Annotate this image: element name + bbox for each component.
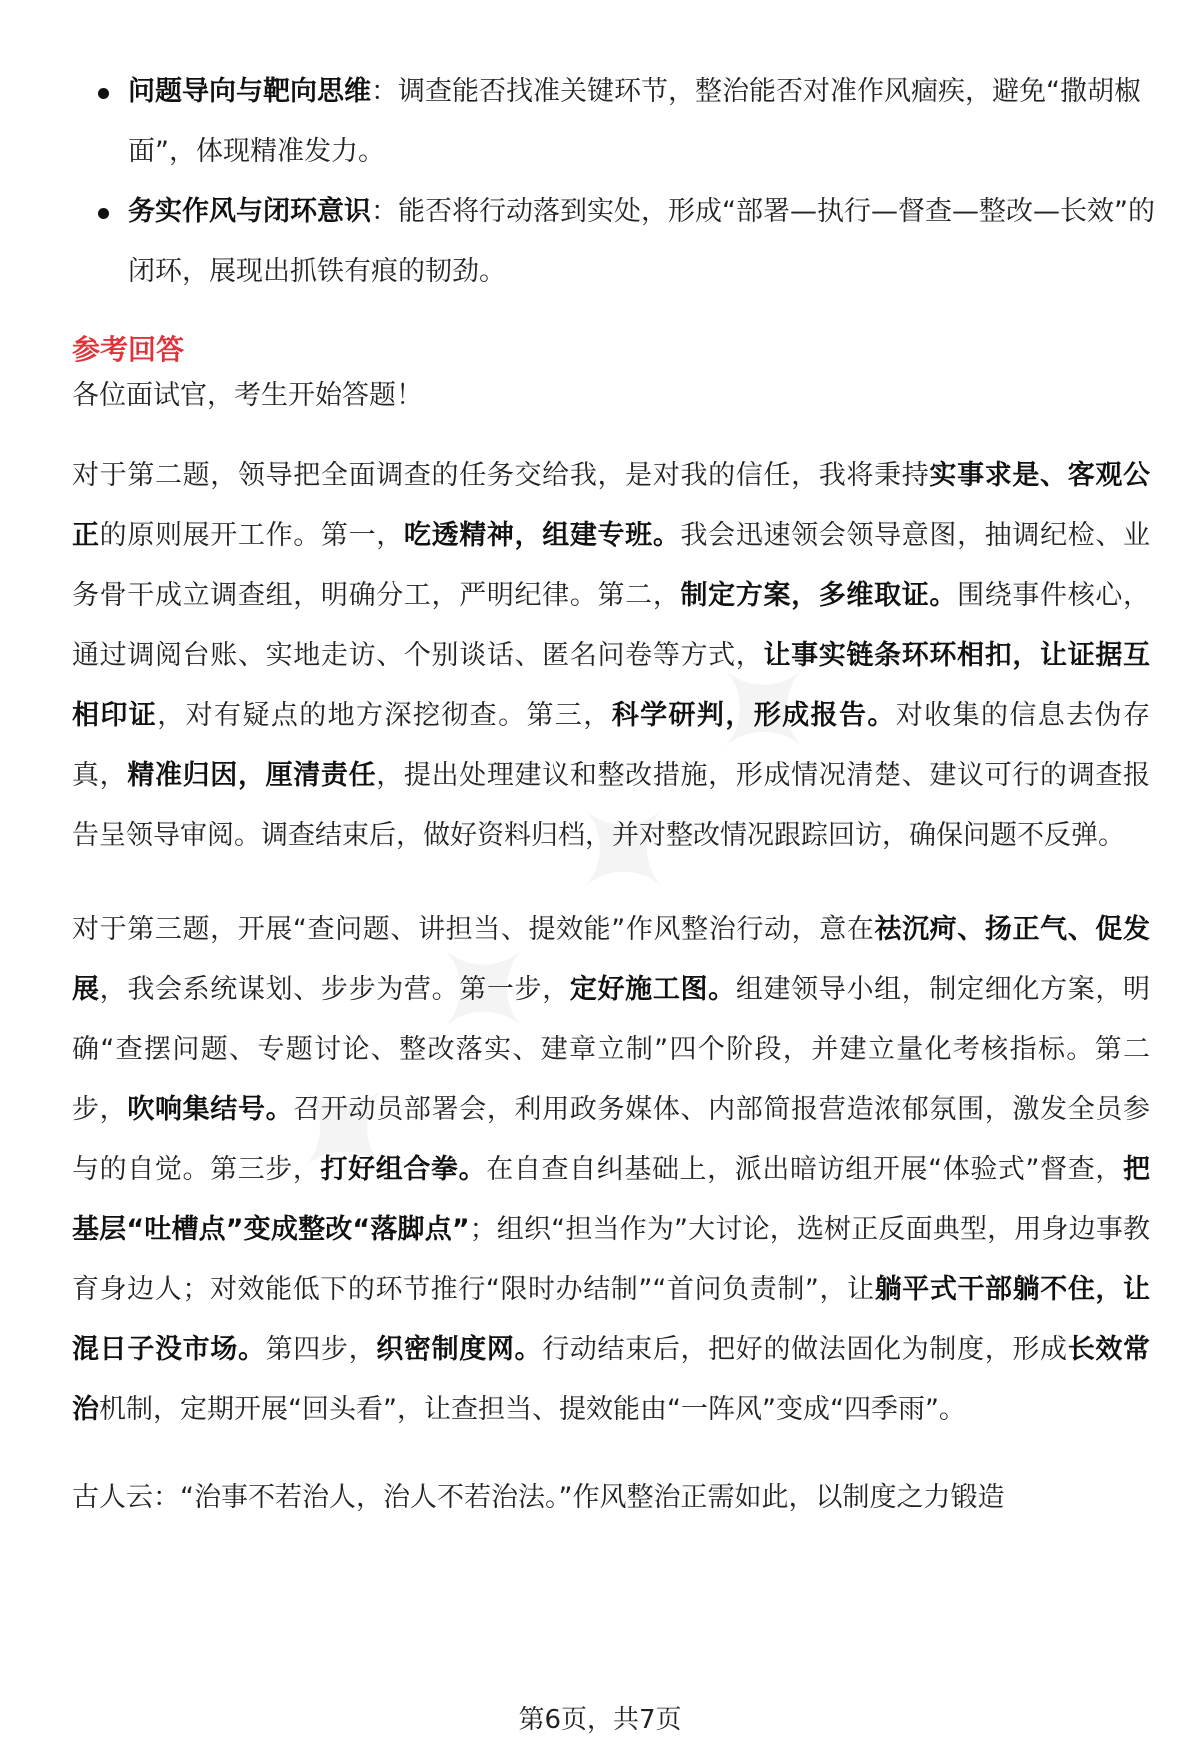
text-run: ，提出处理建议和整改措施，形成情况清楚、建议可行的调查报告呈领导审阅。调查结束后，做好资料归档，并对整改情况跟踪回访，确保问题不反弹。 (72, 760, 1151, 851)
bold-text-run: 吃透精神，组建专班。 (403, 520, 681, 551)
text-run: ，我会系统谋划、步步为营。第一步， (99, 974, 570, 1005)
bullet-text: ：调查能否找准关键环节，整治能否对准作风痼疾，避免“撒胡椒面”，体现精准发力。 (128, 76, 1141, 167)
text-run: 在自查自纠基础上，派出暗访组开展“体验式”督查， (486, 1154, 1124, 1185)
text-run: 行动结束后，把好的做法固化为制度，形成 (542, 1334, 1068, 1365)
bold-text-run: 祛沉疴、扬正气、促发展 (72, 914, 1150, 1005)
bullet-dot-icon (98, 88, 109, 99)
text-run: 组建领导小组，制定细化方案，明确“查摆问题、专题讨论、整改落实、建章立制”四个阶段，并建立量化考核指标。第二步， (72, 974, 1151, 1125)
text-run: 对于第二题，领导把全面调查的任务交给我，是对我的信任，我将秉持 (72, 460, 930, 491)
bold-text-run: 长效常治 (72, 1334, 1151, 1425)
text-run: 对于第三题，开展“查问题、讲担当、提效能”作风整治行动，意在 (72, 914, 875, 945)
text-run: ；组织“担当作为”大讨论，选树正反面典型，用身边事教育身边人；对效能低下的环节推行“限时办结制”“首问负责制”，让 (72, 1214, 1150, 1305)
text-run: 机制，定期开展“回头看”，让查担当、提效能由“一阵风”变成“四季雨”。 (99, 1394, 966, 1425)
answer-paragraph-3 (72, 900, 1150, 1440)
bullet-title: 问题导向与靶向思维 (128, 76, 371, 107)
bold-text-run: 打好组合拳。 (320, 1154, 487, 1185)
text-run: 我会迅速领会领导意图，抽调纪检、业务骨干成立调查组，明确分工，严明纪律。第二， (72, 520, 1151, 611)
closing-paragraph: 古人云：“治事不若治人，治人不若治法。”作风整治正需如此，以制度之力锻造 (72, 1482, 1005, 1513)
bullet-list (72, 62, 1162, 302)
text-run: 第四步， (265, 1334, 377, 1365)
bold-text-run: 定好施工图。 (569, 974, 736, 1005)
text-run: 召开动员部署会，利用政务媒体、内部简报营造浓郁氛围，激发全员参与的自觉。第三步， (72, 1094, 1151, 1185)
section-title: 参考回答 (72, 333, 185, 366)
bold-text-run: 让事实链条环环相扣，让证据互相印证 (72, 640, 1151, 731)
bold-text-run: 科学研判，形成报告。 (611, 700, 896, 731)
bold-text-run: 把基层“吐槽点”变成整改“落脚点” (72, 1154, 1151, 1245)
bold-text-run: 躺平式干部躺不住，让混日子没市场。 (72, 1274, 1151, 1365)
bullet-item (72, 182, 1162, 302)
greeting-paragraph: 各位面试官，考生开始答题！ (72, 380, 423, 411)
text-run: 围绕事件核心，通过调阅台账、实地走访、个别谈话、匿名问卷等方式， (72, 580, 1151, 671)
bullet-dot-icon (98, 208, 109, 219)
bullet-title: 务实作风与闭环意识 (128, 196, 371, 227)
text-run: ，对有疑点的地方深挖彻查。第三， (157, 700, 612, 731)
bullet-text: ：能否将行动落到实处，形成“部署—执行—督查—整改—长效”的闭环，展现出抓铁有痕的韧劲。 (128, 196, 1155, 287)
page-number: 第6页，共7页 (518, 1705, 682, 1735)
bold-text-run: 制定方案，多维取证。 (680, 580, 958, 611)
text-run: 的原则展开工作。第一， (99, 520, 404, 551)
bullet-item (72, 62, 1162, 182)
bold-text-run: 织密制度网。 (376, 1334, 543, 1365)
bold-text-run: 精准归因，厘清责任 (127, 760, 377, 791)
text-run: 对收集的信息去伪存真， (72, 700, 1151, 791)
bold-text-run: 实事求是、客观公正 (72, 460, 1151, 551)
bold-text-run: 吹响集结号。 (127, 1094, 294, 1125)
answer-paragraph-2 (72, 446, 1150, 866)
